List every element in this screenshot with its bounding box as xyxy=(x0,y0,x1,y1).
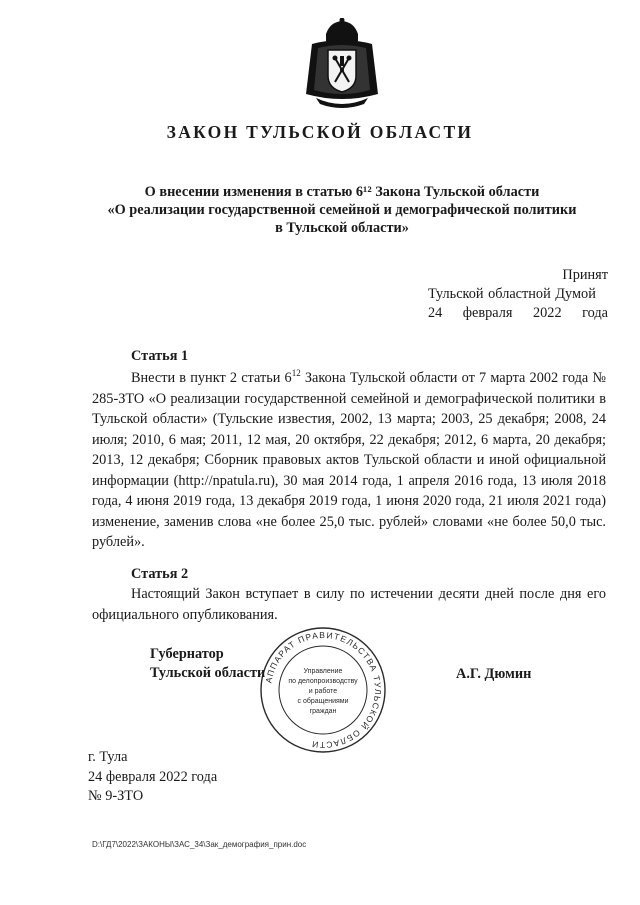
city: г. Тула xyxy=(88,749,128,765)
law-number: № 9-ЗТО xyxy=(88,788,144,804)
article-1-label: Статья 1 xyxy=(131,348,189,364)
stamp-center-line: Управление xyxy=(303,668,343,675)
stamp-center-line: с обращениями xyxy=(297,698,349,705)
adopted-date xyxy=(428,304,608,323)
heading-line: «О реализации государственной семейной и демографической политики xyxy=(107,202,577,218)
official-stamp xyxy=(258,625,388,755)
article-2-label: Статья 2 xyxy=(131,566,189,582)
coat-of-arms-emblem xyxy=(302,18,382,110)
adopted-year: 2022 xyxy=(533,305,562,321)
heading-line: в Тульской области» xyxy=(275,220,409,236)
stamp-center-line: по делопроизводству xyxy=(288,678,358,685)
governor-position xyxy=(150,645,265,683)
governor-title: Губернатор xyxy=(150,646,224,662)
heading-line: О внесении изменения в статью 6¹² Закона Тульской области xyxy=(144,184,540,200)
adopted-by: Тульской областной Думой xyxy=(428,286,596,302)
stamp-center-line: и работе xyxy=(308,688,338,695)
stamp-center-line: граждан xyxy=(309,708,337,715)
document-title: ЗАКОН ТУЛЬСКОЙ ОБЛАСТИ xyxy=(166,122,474,142)
adoption-block xyxy=(428,266,608,323)
adopted-day: 24 xyxy=(428,305,443,321)
file-path-footer: D:\ГД7\2022\ЗАКОНЫ\ЗАС_34\Зак_демография_прин.doc xyxy=(92,840,307,849)
signing-date: 24 февраля 2022 года xyxy=(88,768,218,785)
article-1-text-start: Внести в пункт 2 статьи 6 xyxy=(131,370,292,386)
adopted-label: Принят xyxy=(562,267,608,283)
article-1-text-rest: Закона Тульской области от 7 марта 2002 года № 285-ЗТО «О реализации государственной семейной и демографической политики в Тульской области» (Тульские известия, 2002, 13 марта; 2003, 25 декабря; 2008, 24 июля; 2010, 6 мая; 2011, 12 мая, 20 октября, 22 декабря; 2012, 6 марта, 20 декабря; 2013, 12 декабря; Сборник правовых актов Тульской области и иной официальной информации (http://npatula.ru), 30 мая 2014 года, 1 апреля 2016 года, 13 июля 2018 года, 4 июня 2019 года, 13 декабря 2019 года, 1 июня 2020 года, 21 июля 2021 года) изменение, заменив слова «не более 25,0 тыс. рублей» словами «не более 50,0 тыс. рублей». xyxy=(92,370,607,550)
adopted-month: февраля xyxy=(462,305,513,321)
governor-region: Тульской области xyxy=(150,665,266,681)
adopted-year-word: года xyxy=(582,305,608,321)
article-1-text xyxy=(92,368,606,553)
law-heading xyxy=(50,183,634,237)
article-2-text: Настоящий Закон вступает в силу по истечении десяти дней после дня его официального опубликования. xyxy=(92,586,606,623)
stamp-ring-text: АППАРАТ ПРАВИТЕЛЬСТВА ТУЛЬСКОЙ ОБЛАСТИ xyxy=(263,629,384,751)
article-number-superscript: 12 xyxy=(291,368,301,379)
governor-name: А.Г. Дюмин xyxy=(456,666,532,682)
place-date-number xyxy=(88,748,217,807)
